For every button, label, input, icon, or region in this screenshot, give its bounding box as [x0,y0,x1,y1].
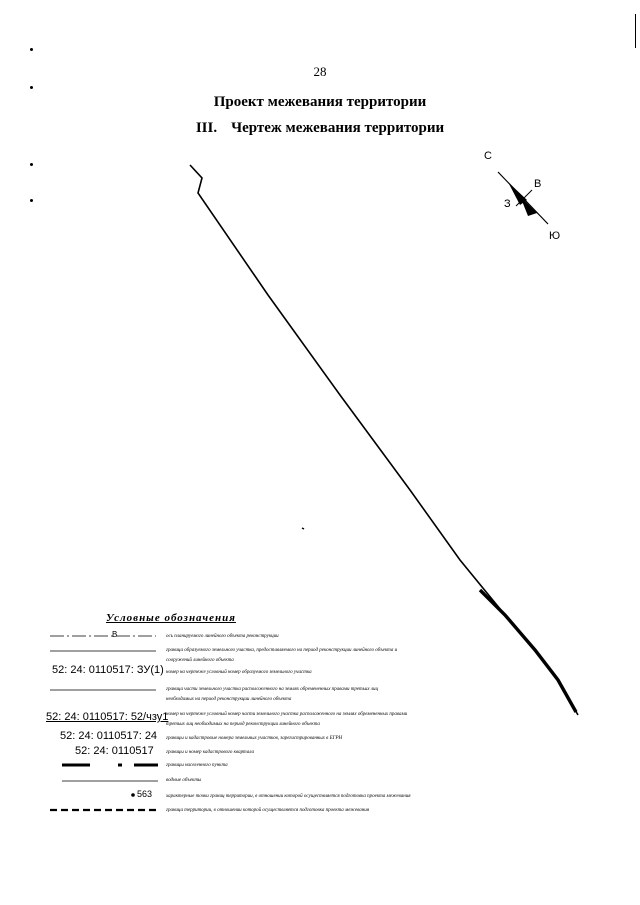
legend-text: водные объекты [166,778,202,783]
page-number: 28 [313,64,327,79]
legend-code: 52: 24: 0110517: ЗУ(1) [52,664,164,676]
compass-east-label: В [534,178,542,190]
legend-text: сооружений линейного объекта [166,658,234,663]
legend-code: 52: 24: 0110517: 52/чзу1 [46,711,169,723]
legend-text: граница образуемого земельного участка, предоставляемого на период реконструкции линейного объекта и [166,648,398,653]
legend-code: 563 [137,789,153,799]
legend-text: номер на чертеже условный номер части земельного участка расположенного на землях обремененных правами [166,712,408,717]
compass-south-label: Ю [549,230,561,242]
compass-west-label: З [504,198,511,210]
compass-north-label: С [484,150,492,162]
section-name: Чертеж межевания территории [231,120,445,136]
legend-code: 52: 24: 0110517 [75,745,154,757]
legend-text: границы населенного пункта [166,763,228,768]
legend-text: необходимых на период реконструкции линейного объекта [166,697,292,702]
legend-point-symbol [131,793,135,797]
legend-code: 52: 24: 0110517: 24 [60,730,158,742]
legend-text: граница территории, в отношении которой осуществляется подготовка проекта межевания [166,808,370,813]
legend-line-label: В [112,630,118,639]
legend-text: ось планируемого линейного объекта реконструкции [166,634,279,639]
legend-text: характерные точки границ территории, в отношении которой осуществляется подготовка проекта межевания [166,794,411,799]
document-title: Проект межевания территории [213,94,427,110]
legend-text: третьих лиц необходимых на период реконструкции линейного объекта [166,722,320,727]
legend-title: Условные обозначения [106,612,236,624]
legend-text: номер на чертеже условный номер образуемого земельного участка [166,670,312,675]
legend-text: границы и кадастровые номера земельных участков, зарегистрированных в ЕГРН [166,736,343,741]
legend-text: границы и номер кадастрового квартала [166,750,254,755]
legend-text: граница части земельного участка расположенного на землях обремененных правами третьих лиц [166,687,379,692]
section-number: III. [195,120,218,136]
